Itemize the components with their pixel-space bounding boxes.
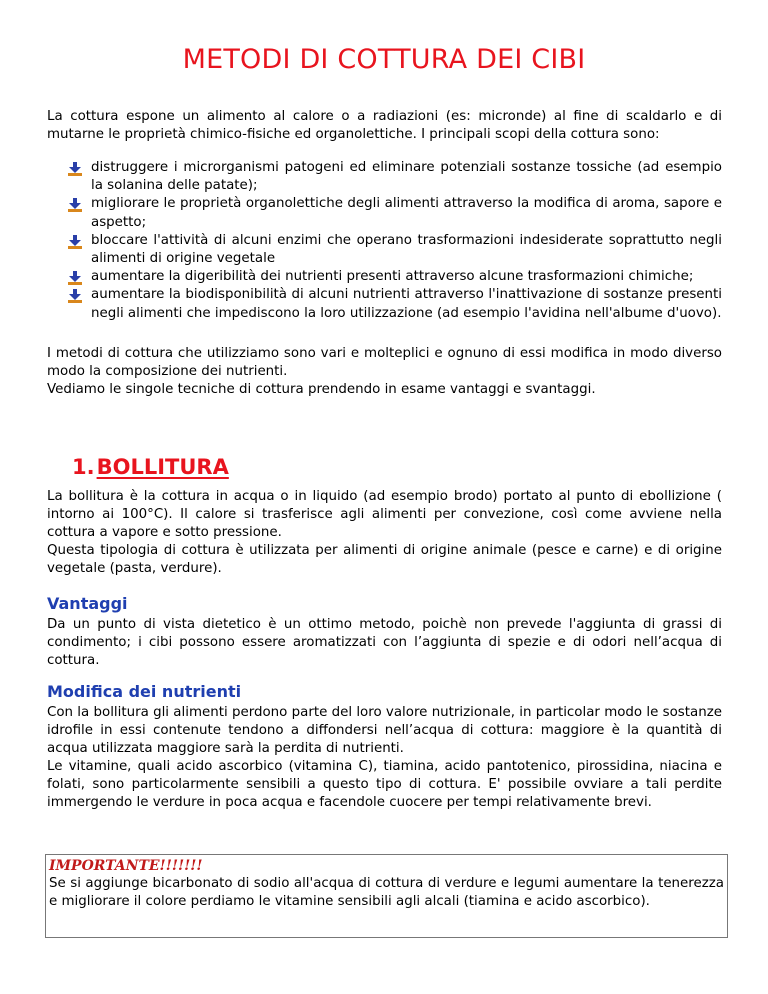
bollitura-paragraph-2: Questa tipologia di cottura è utilizzata per alimenti di origine animale (pesce e carne) e di origine vegetale (pasta, verdure). xyxy=(47,543,722,577)
list-item xyxy=(67,268,722,286)
arrow-down-bar-icon xyxy=(68,235,82,249)
list-item xyxy=(67,195,722,231)
list-item-text: aumentare la digeribilità dei nutrienti presenti attraverso alcune trasformazioni chimiche; xyxy=(91,269,694,285)
nutrienti-paragraph-2: Le vitamine, quali acido ascorbico (vitamina C), tiamina, acido pantotenico, pirossidina, niacina e folati, sono particolarmente sensibili a questo tipo di cottura. E' possibile ovviare a tali perdite immergendo le verdure in poca acqua e facendole cuocere per tempi relativamente brevi. xyxy=(47,759,722,811)
arrow-down-bar-icon xyxy=(68,271,82,285)
list-item-text: aumentare la biodisponibilità di alcuni nutrienti attraverso l'inattivazione di sostanze presenti negli alimenti che impediscono la loro utilizzazione (ad esempio l'avidina nell'albume d'uovo). xyxy=(91,287,722,321)
section-heading xyxy=(72,455,229,479)
nutrienti-paragraph-1: Con la bollitura gli alimenti perdono parte del loro valore nutrizionale, in particolar modo le sostanze idrofile in essi contenute tendono a diffondersi nell’acqua di cottura: maggiore è la quantità di acqua utilizzata maggiore sarà la perdita di nutrienti. xyxy=(47,705,722,757)
list-item xyxy=(67,159,722,195)
important-note-box xyxy=(45,854,728,938)
list-item xyxy=(67,232,722,268)
nutrienti-heading: Modifica dei nutrienti xyxy=(47,682,242,701)
note-title: IMPORTANTE!!!!!!! xyxy=(49,858,203,874)
bollitura-paragraph-1: La bollitura è la cottura in acqua o in liquido (ad esempio brodo) portato al punto di ebollizione ( intorno ai 100°C). Il calore si trasferisce agli alimenti per convezione, così come avviene nella cottura a vapore e sotto pressione. xyxy=(47,489,722,541)
arrow-down-bar-icon xyxy=(68,162,82,176)
list-item-text: bloccare l'attività di alcuni enzimi che operano trasformazioni indesiderate soprattutto negli alimenti di origine vegetale xyxy=(91,232,722,267)
page-title: METODI DI COTTURA DEI CIBI xyxy=(182,44,586,75)
arrow-down-bar-icon xyxy=(68,198,82,212)
methods-paragraph-2: Vediamo le singole tecniche di cottura prendendo in esame vantaggi e svantaggi. xyxy=(47,382,596,397)
vantaggi-paragraph: Da un punto di vista dietetico è un ottimo metodo, poichè non prevede l'aggiunta di grassi di condimento; i cibi possono essere aromatizzati con l’aggiunta di spezie e di odori nell’acqua di cottura. xyxy=(47,617,722,669)
section-number: 1. xyxy=(72,455,95,479)
purposes-list xyxy=(67,159,722,323)
list-item-text: migliorare le proprietà organolettiche degli alimenti attraverso la modifica di aroma, sapore e aspetto; xyxy=(91,196,722,230)
arrow-down-bar-icon xyxy=(68,289,82,303)
intro-paragraph: La cottura espone un alimento al calore o a radiazioni (es: micronde) al fine di scaldarlo e di mutarne le proprietà chimico-fisiche ed organolettiche. I principali scopi della cottura sono: xyxy=(47,109,722,143)
note-text: Se si aggiunge bicarbonato di sodio all'acqua di cottura di verdure e legumi aumentare la tenerezza e migliorare il colore perdiamo le vitamine sensibili agli alcali (tiamina e acido ascorbico). xyxy=(49,876,724,910)
list-item-text: distruggere i microrganismi patogeni ed eliminare potenziali sostanze tossiche (ad esempio la solanina delle patate); xyxy=(91,160,722,194)
methods-paragraph: I metodi di cottura che utilizziamo sono vari e molteplici e ognuno di essi modifica in modo diverso modo la composizione dei nutrienti. xyxy=(47,346,722,380)
list-item xyxy=(67,286,722,322)
vantaggi-heading: Vantaggi xyxy=(47,594,128,613)
section-title: BOLLITURA xyxy=(96,455,229,479)
